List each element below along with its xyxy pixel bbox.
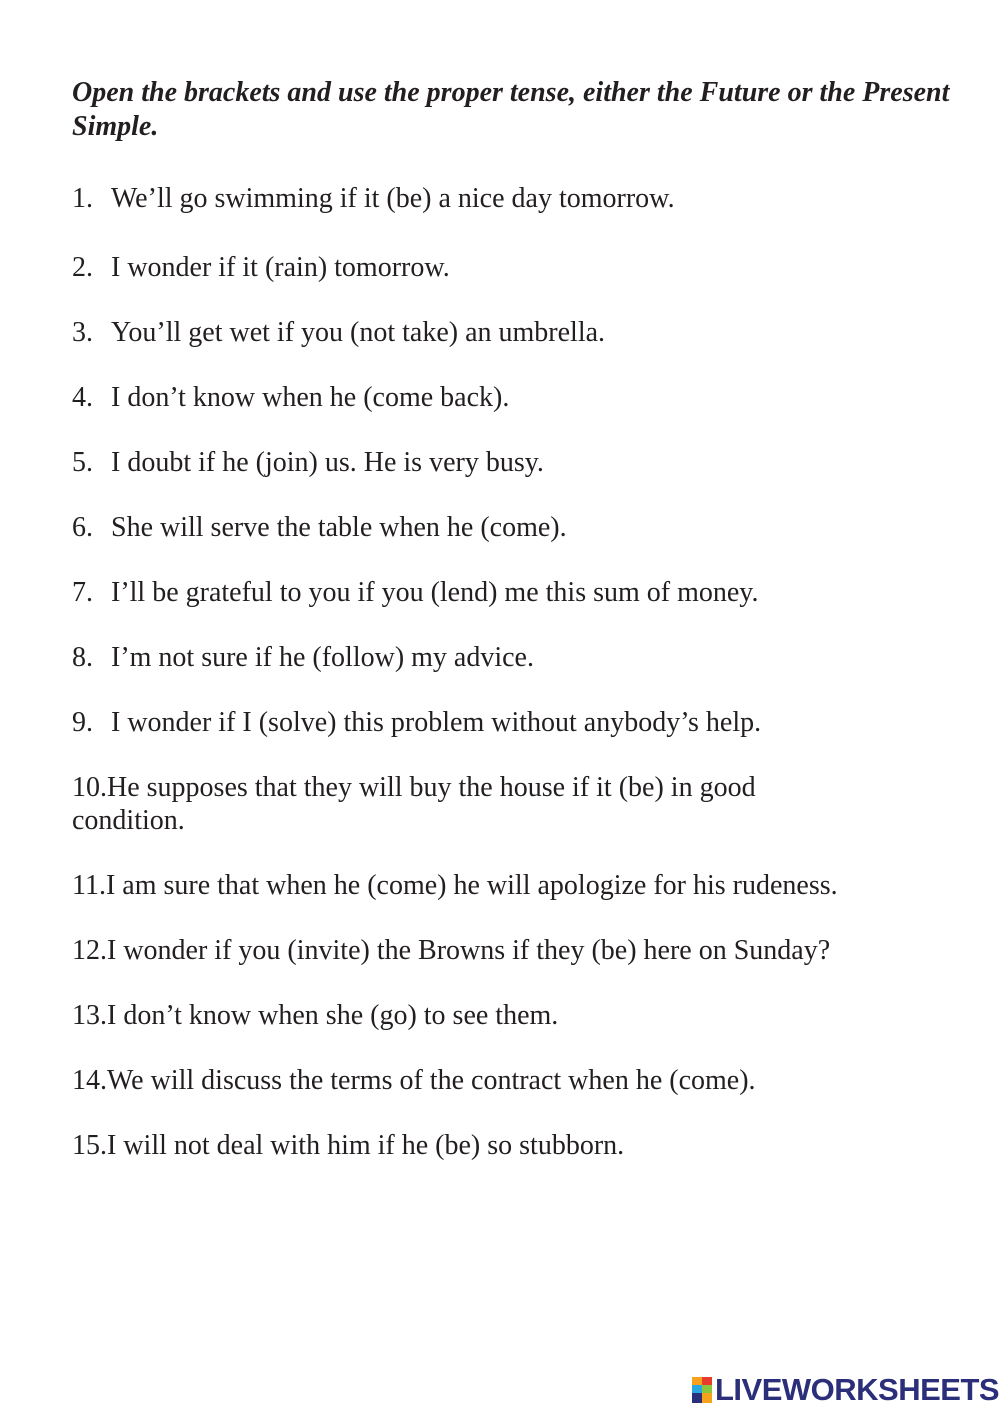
exercise-item-2 [72,251,932,284]
exercise-item-14 [72,1064,932,1097]
exercise-item-10 [72,771,832,837]
item-number: 14. [72,1065,107,1096]
item-text: I am sure that when he (come) he will apologize for his rudeness. [105,870,838,901]
item-number: 12. [72,935,107,966]
exercise-item-5 [72,446,932,479]
exercise-item-6 [72,511,932,544]
exercise-item-9 [72,706,932,739]
item-text: I doubt if he (join) us. He is very busy. [111,447,544,478]
watermark-text: LIVEWORKSHEETS [715,1372,1000,1407]
item-text: I don’t know when he (come back). [111,382,510,413]
item-number: 4. [72,382,93,413]
exercise-item-13 [72,999,932,1032]
item-number: 8. [72,642,93,673]
item-number: 13. [72,1000,107,1031]
item-number: 5. [72,447,93,478]
item-text: I wonder if it (rain) tomorrow. [111,252,450,283]
exercise-item-15 [72,1129,932,1162]
exercise-item-11 [72,869,932,902]
item-number: 11. [72,870,106,901]
item-number: 10. [72,772,107,803]
item-number: 3. [72,317,93,348]
item-number: 15. [72,1130,107,1161]
item-number: 9. [72,707,93,738]
exercise-item-1 [72,182,932,215]
liveworksheets-watermark [692,1373,999,1407]
item-number: 2. [72,252,93,283]
item-text: She will serve the table when he (come). [111,512,567,543]
item-text: I don’t know when she (go) to see them. [107,1000,559,1031]
item-number: 7. [72,577,93,608]
item-text: I wonder if you (invite) the Browns if they (be) here on Sunday? [107,935,831,966]
exercise-item-12 [72,934,932,967]
exercise-item-4 [72,381,932,414]
item-number: 1. [72,183,93,214]
item-text: I’ll be grateful to you if you (lend) me this sum of money. [111,577,759,608]
exercise-item-7 [72,576,932,609]
item-text: I will not deal with him if he (be) so stubborn. [107,1130,625,1161]
item-text: We’ll go swimming if it (be) a nice day tomorrow. [111,183,675,214]
item-number: 6. [72,512,93,543]
exercise-item-3 [72,316,932,349]
item-text: I wonder if I (solve) this problem without anybody’s help. [111,707,762,738]
exercise-item-8 [72,641,932,674]
item-text: He supposes that they will buy the house if it (be) in good condition. [72,772,756,836]
item-text: We will discuss the terms of the contract when he (come). [107,1065,756,1096]
item-text: You’ll get wet if you (not take) an umbrella. [111,317,606,348]
item-text: I’m not sure if he (follow) my advice. [111,642,534,673]
liveworksheets-logo-icon [692,1377,712,1403]
instruction-heading: Open the brackets and use the proper tense, either the Future or the Present Simple. [72,77,950,142]
